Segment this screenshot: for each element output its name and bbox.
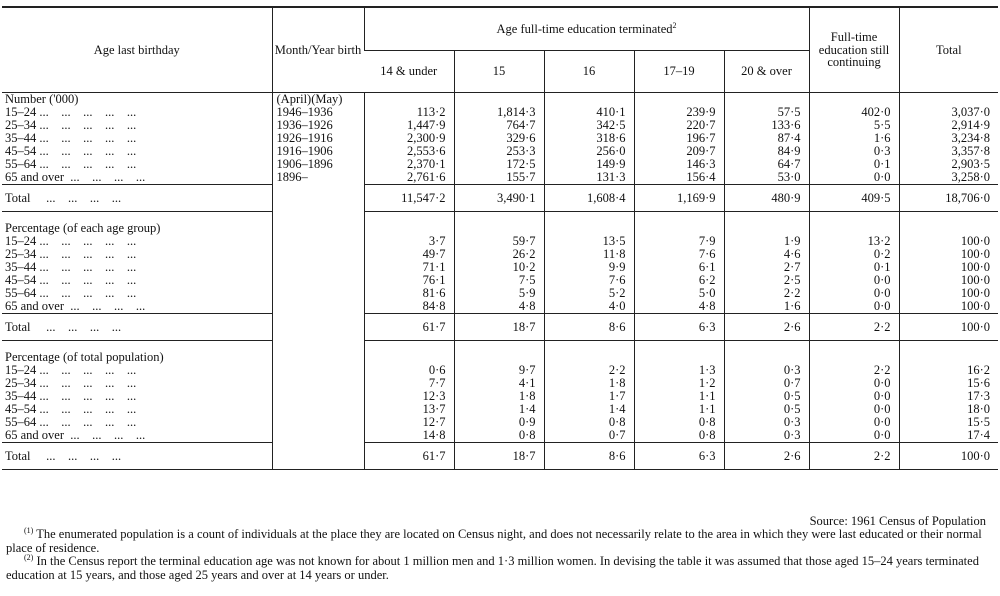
value-cell: 84·9 (724, 145, 809, 158)
value-cell: 0·3 (724, 364, 809, 377)
table-row (2, 145, 998, 158)
total-value: 2·6 (724, 443, 809, 470)
age-label: 25–34 ... ... ... ... ... (5, 118, 137, 132)
total-label: Total ... ... ... ... (2, 314, 272, 341)
value-cell: 149·9 (544, 158, 634, 171)
age-label: 65 and over ... ... ... ... (5, 299, 146, 313)
value-cell: 0·7 (724, 377, 809, 390)
table-row (2, 235, 998, 248)
table-row (2, 132, 998, 145)
value-cell: 1,447·9 (364, 119, 454, 132)
value-cell: 3,037·0 (899, 106, 998, 119)
sub-col-header: 17–19 (634, 51, 724, 93)
total-value: 18·7 (454, 314, 544, 341)
spacer-cell (724, 212, 809, 223)
value-cell: 2·5 (724, 274, 809, 287)
value-cell: 5·0 (634, 287, 724, 300)
table-notes (2, 515, 998, 582)
spacer-cell (899, 341, 998, 352)
value-cell: 2·2 (724, 287, 809, 300)
age-label: 15–24 ... ... ... ... ... (5, 234, 137, 248)
footnote-text: The enumerated population is a count of individuals at the place they are located on Census night, and does not necessarily relate to the area in which they were last educated or their normal place of residence. (6, 527, 982, 555)
value-cell: 2,300·9 (364, 132, 454, 145)
total-label: Total ... ... ... ... (2, 443, 272, 470)
total-value: 8·6 (544, 443, 634, 470)
value-cell: 11·8 (544, 248, 634, 261)
birth-years (272, 390, 364, 403)
age-label: 45–54 ... ... ... ... ... (5, 144, 137, 158)
table-row (2, 158, 998, 171)
value-cell: 57·5 (724, 106, 809, 119)
value-cell: 12·7 (364, 416, 454, 429)
value-cell: 0·5 (724, 403, 809, 416)
value-cell: 0·5 (724, 390, 809, 403)
value-cell: 0·8 (454, 429, 544, 443)
value-cell: 9·9 (544, 261, 634, 274)
continuing-column-header: Full-time education still continuing (809, 7, 899, 93)
source-note: Source: 1961 Census of Population (809, 514, 986, 528)
age-label: 15–24 ... ... ... ... ... (5, 105, 137, 119)
spacer-cell (364, 212, 454, 223)
value-cell: 0·0 (809, 274, 899, 287)
birth-years (272, 429, 364, 443)
value-cell: 1·3 (634, 364, 724, 377)
footnote-2-ref: 2 (672, 20, 677, 30)
value-cell: 2,370·1 (364, 158, 454, 171)
section-title-row (2, 351, 998, 364)
value-cell: 2,914·9 (899, 119, 998, 132)
value-cell: 1·4 (454, 403, 544, 416)
value-cell: 329·6 (454, 132, 544, 145)
section-title-row (2, 93, 998, 107)
empty-cell (809, 93, 899, 107)
value-cell: 6·2 (634, 274, 724, 287)
sub-col-header: 14 & under (364, 51, 454, 93)
footnote-text: In the Census report the terminal education age was not known for about 1 million men and 1·3 million women. In devising the table it was assumed that those aged 15–24 years terminated education at 15 years, and those aged 25 years and over at 14 years or under. (6, 554, 979, 582)
section-title: Percentage (of total population) (5, 350, 164, 364)
empty-cell (364, 93, 454, 107)
value-cell: 2,903·5 (899, 158, 998, 171)
value-cell: 13·7 (364, 403, 454, 416)
value-cell: 7·7 (364, 377, 454, 390)
value-cell: 2·2 (544, 364, 634, 377)
value-cell: 1·8 (544, 377, 634, 390)
total-value: 61·7 (364, 314, 454, 341)
total-value: 2·2 (809, 443, 899, 470)
value-cell: 84·8 (364, 300, 454, 314)
table-row (2, 261, 998, 274)
total-label: Total ... ... ... ... (2, 185, 272, 212)
value-cell: 2,761·6 (364, 171, 454, 185)
value-cell: 4·1 (454, 377, 544, 390)
total-value: 61·7 (364, 443, 454, 470)
total-value: 18·7 (454, 443, 544, 470)
value-cell: 3,258·0 (899, 171, 998, 185)
age-label: 25–34 ... ... ... ... ... (5, 376, 137, 390)
spacer-cell (809, 212, 899, 223)
birth-years (272, 403, 364, 416)
value-cell: 2·2 (809, 364, 899, 377)
spacer-cell (724, 341, 809, 352)
census-education-table (2, 6, 998, 470)
value-cell: 196·7 (634, 132, 724, 145)
value-cell: 764·7 (454, 119, 544, 132)
value-cell: 402·0 (809, 106, 899, 119)
value-cell: 3,234·8 (899, 132, 998, 145)
value-cell: 0·9 (454, 416, 544, 429)
birth-empty (272, 185, 364, 212)
value-cell: 172·5 (454, 158, 544, 171)
birth-years (272, 416, 364, 429)
table-row (2, 377, 998, 390)
value-cell: 1·8 (454, 390, 544, 403)
birth-years (272, 248, 364, 261)
spacer-cell (899, 212, 998, 223)
age-label: 35–44 ... ... ... ... ... (5, 389, 137, 403)
value-cell: 17·4 (899, 429, 998, 443)
value-cell: 10·2 (454, 261, 544, 274)
value-cell: 100·0 (899, 248, 998, 261)
total-row (2, 314, 998, 341)
total-value: 11,547·2 (364, 185, 454, 212)
birth-years (272, 364, 364, 377)
value-cell: 12·3 (364, 390, 454, 403)
value-cell: 15·5 (899, 416, 998, 429)
total-value: 1,608·4 (544, 185, 634, 212)
sub-col-header: 20 & over (724, 51, 809, 93)
total-value: 6·3 (634, 314, 724, 341)
value-cell: 0·0 (809, 171, 899, 185)
value-cell: 0·8 (634, 429, 724, 443)
value-cell: 1·4 (544, 403, 634, 416)
terminated-group-header (364, 7, 809, 51)
age-label: 35–44 ... ... ... ... ... (5, 131, 137, 145)
value-cell: 1·1 (634, 390, 724, 403)
value-cell: 0·3 (809, 145, 899, 158)
value-cell: 5·9 (454, 287, 544, 300)
value-cell: 64·7 (724, 158, 809, 171)
sub-col-header: 16 (544, 51, 634, 93)
value-cell: 0·0 (809, 287, 899, 300)
spacer-cell (454, 341, 544, 352)
value-cell: 5·2 (544, 287, 634, 300)
value-cell: 131·3 (544, 171, 634, 185)
value-cell: 4·6 (724, 248, 809, 261)
table-row (2, 287, 998, 300)
value-cell: 59·7 (454, 235, 544, 248)
value-cell: 49·7 (364, 248, 454, 261)
value-cell: 1·9 (724, 235, 809, 248)
value-cell: 13·5 (544, 235, 634, 248)
value-cell: 71·1 (364, 261, 454, 274)
table-row (2, 106, 998, 119)
terminated-group-label: Age full-time education terminated (496, 21, 673, 36)
value-cell: 100·0 (899, 235, 998, 248)
total-value: 8·6 (544, 314, 634, 341)
age-label: 65 and over ... ... ... ... (5, 170, 146, 184)
empty-cell (544, 93, 634, 107)
value-cell: 81·6 (364, 287, 454, 300)
value-cell: 133·6 (724, 119, 809, 132)
age-label: 55–64 ... ... ... ... ... (5, 415, 137, 429)
age-label: 25–34 ... ... ... ... ... (5, 247, 137, 261)
value-cell: 100·0 (899, 287, 998, 300)
value-cell: 7·9 (634, 235, 724, 248)
table-header (2, 7, 998, 93)
table-body (2, 93, 998, 470)
value-cell: 7·6 (634, 248, 724, 261)
value-cell: 4·8 (454, 300, 544, 314)
value-cell: 76·1 (364, 274, 454, 287)
value-cell: 156·4 (634, 171, 724, 185)
section-title: Percentage (of each age group) (5, 221, 161, 235)
spacer-cell (272, 341, 364, 352)
birth-years: 1936–1926 (272, 119, 364, 132)
value-cell: 0·0 (809, 416, 899, 429)
age-label: 55–64 ... ... ... ... ... (5, 157, 137, 171)
value-cell: 26·2 (454, 248, 544, 261)
value-cell: 5·5 (809, 119, 899, 132)
total-column-header: Total (899, 7, 998, 93)
total-row (2, 443, 998, 470)
value-cell: 410·1 (544, 106, 634, 119)
value-cell: 7·6 (544, 274, 634, 287)
empty-cell (454, 93, 544, 107)
table-row (2, 171, 998, 185)
value-cell: 15·6 (899, 377, 998, 390)
birth-years: 1916–1906 (272, 145, 364, 158)
total-value: 18,706·0 (899, 185, 998, 212)
empty-cell (724, 93, 809, 107)
spacer-cell (544, 341, 634, 352)
table-row (2, 248, 998, 261)
value-cell: 318·6 (544, 132, 634, 145)
total-value: 100·0 (899, 443, 998, 470)
table-row (2, 119, 998, 132)
value-cell: 0·1 (809, 158, 899, 171)
value-cell: 18·0 (899, 403, 998, 416)
value-cell: 0·8 (634, 416, 724, 429)
value-cell: 3,357·8 (899, 145, 998, 158)
value-cell: 100·0 (899, 274, 998, 287)
value-cell: 7·5 (454, 274, 544, 287)
section-title: Number ('000) (5, 92, 79, 106)
value-cell: 100·0 (899, 300, 998, 314)
total-value: 2·2 (809, 314, 899, 341)
age-label: 15–24 ... ... ... ... ... (5, 363, 137, 377)
value-cell: 87·4 (724, 132, 809, 145)
value-cell: 3·7 (364, 235, 454, 248)
birth-section-title: (April)(May) (272, 93, 364, 107)
table-row (2, 274, 998, 287)
value-cell: 1·1 (634, 403, 724, 416)
value-cell: 1·7 (544, 390, 634, 403)
spacer-cell (454, 212, 544, 223)
value-cell: 6·1 (634, 261, 724, 274)
value-cell: 0·3 (724, 416, 809, 429)
total-value: 3,490·1 (454, 185, 544, 212)
empty-cell (899, 93, 998, 107)
value-cell: 4·0 (544, 300, 634, 314)
spacer-cell (634, 341, 724, 352)
birth-section-title (272, 351, 364, 364)
total-value: 100·0 (899, 314, 998, 341)
birth-years (272, 300, 364, 314)
value-cell: 0·1 (809, 261, 899, 274)
age-label: 45–54 ... ... ... ... ... (5, 273, 137, 287)
footnote-1 (2, 528, 998, 555)
age-label: 35–44 ... ... ... ... ... (5, 260, 137, 274)
birth-years: 1946–1936 (272, 106, 364, 119)
age-label: 45–54 ... ... ... ... ... (5, 402, 137, 416)
value-cell: 209·7 (634, 145, 724, 158)
value-cell: 256·0 (544, 145, 634, 158)
value-cell: 0·0 (809, 377, 899, 390)
total-value: 409·5 (809, 185, 899, 212)
table-row (2, 364, 998, 377)
table-row (2, 429, 998, 443)
birth-empty (272, 314, 364, 341)
spacer-cell (634, 212, 724, 223)
value-cell: 9·7 (454, 364, 544, 377)
birth-empty (272, 443, 364, 470)
birth-years (272, 235, 364, 248)
value-cell: 16·2 (899, 364, 998, 377)
footnote-mark: (1) (24, 526, 34, 536)
birth-years (272, 261, 364, 274)
age-label: 65 and over ... ... ... ... (5, 428, 146, 442)
value-cell: 342·5 (544, 119, 634, 132)
value-cell: 0·0 (809, 403, 899, 416)
spacer-cell (272, 212, 364, 223)
value-cell: 220·7 (634, 119, 724, 132)
table-row (2, 416, 998, 429)
total-row (2, 185, 998, 212)
value-cell: 1·2 (634, 377, 724, 390)
table-row (2, 390, 998, 403)
value-cell: 4·8 (634, 300, 724, 314)
value-cell: 2,553·6 (364, 145, 454, 158)
spacer-cell (544, 212, 634, 223)
value-cell: 100·0 (899, 261, 998, 274)
footnote-mark: (2) (24, 553, 34, 563)
footnote-2 (2, 555, 998, 582)
value-cell: 0·6 (364, 364, 454, 377)
value-cell: 1·6 (809, 132, 899, 145)
total-value: 1,169·9 (634, 185, 724, 212)
value-cell: 0·8 (544, 416, 634, 429)
birth-years: 1926–1916 (272, 132, 364, 145)
value-cell: 0·7 (544, 429, 634, 443)
value-cell: 0·0 (809, 390, 899, 403)
birth-years: 1896– (272, 171, 364, 185)
total-value: 2·6 (724, 314, 809, 341)
birth-column-header: Month/Year birth (272, 7, 364, 93)
age-column-header: Age last birthday (93, 42, 180, 57)
spacer-cell (364, 341, 454, 352)
value-cell: 1,814·3 (454, 106, 544, 119)
value-cell: 113·2 (364, 106, 454, 119)
value-cell: 155·7 (454, 171, 544, 185)
birth-years: 1906–1896 (272, 158, 364, 171)
table-row (2, 300, 998, 314)
total-value: 480·9 (724, 185, 809, 212)
spacer-cell (809, 341, 899, 352)
age-label: 55–64 ... ... ... ... ... (5, 286, 137, 300)
birth-years (272, 287, 364, 300)
value-cell: 146·3 (634, 158, 724, 171)
value-cell: 17·3 (899, 390, 998, 403)
value-cell: 0·0 (809, 429, 899, 443)
section-title-row (2, 222, 998, 235)
birth-years (272, 274, 364, 287)
value-cell: 0·3 (724, 429, 809, 443)
birth-section-title (272, 222, 364, 235)
value-cell: 253·3 (454, 145, 544, 158)
value-cell: 53·0 (724, 171, 809, 185)
total-value: 6·3 (634, 443, 724, 470)
value-cell: 13·2 (809, 235, 899, 248)
value-cell: 239·9 (634, 106, 724, 119)
value-cell: 0·2 (809, 248, 899, 261)
table-row (2, 403, 998, 416)
value-cell: 1·6 (724, 300, 809, 314)
value-cell: 0·0 (809, 300, 899, 314)
value-cell: 2·7 (724, 261, 809, 274)
birth-years (272, 377, 364, 390)
empty-cell (634, 93, 724, 107)
sub-col-header: 15 (454, 51, 544, 93)
value-cell: 14·8 (364, 429, 454, 443)
